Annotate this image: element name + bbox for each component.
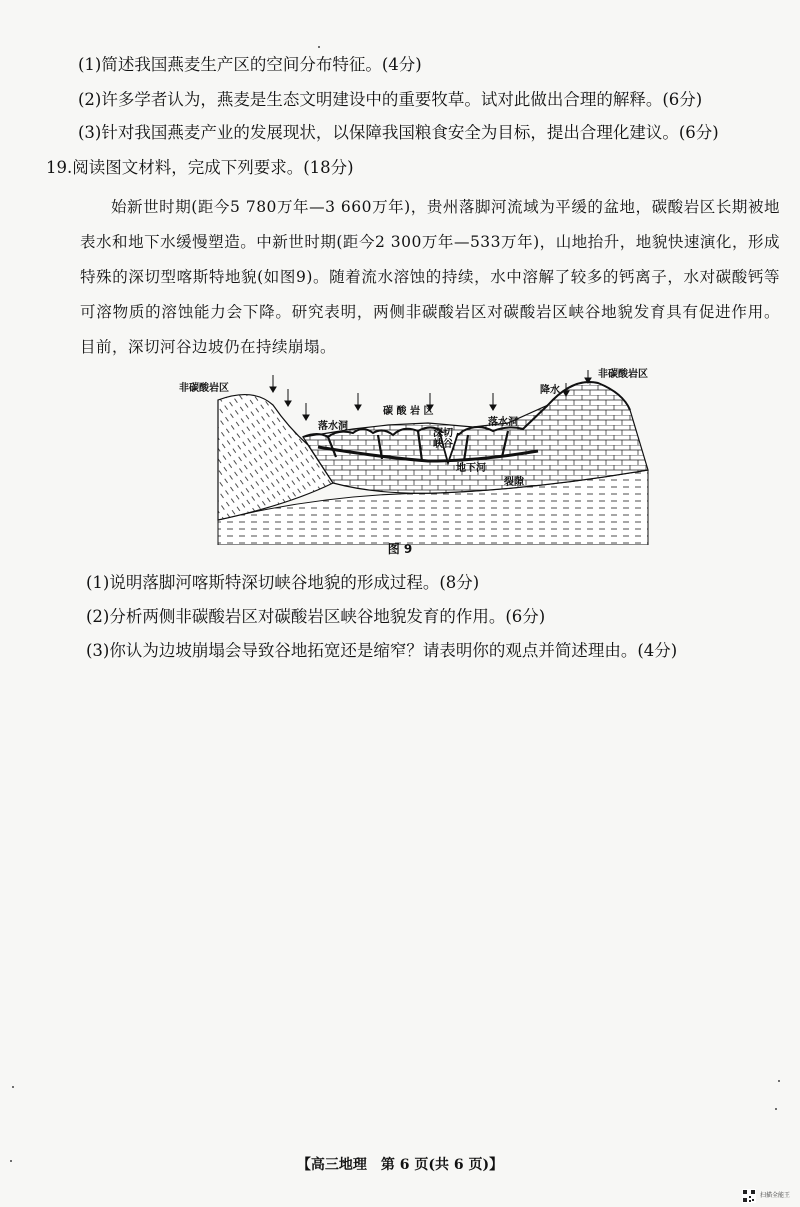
scan-speck — [775, 1108, 777, 1110]
scan-speck — [318, 46, 320, 48]
carbonate-rock-mass — [303, 382, 648, 493]
figure-9-karst-diagram — [178, 365, 658, 545]
label-non-carbonate-left: 非碳酸岩区 — [179, 383, 229, 394]
scan-speck — [12, 1086, 14, 1088]
figure-caption: 图 9 — [387, 542, 413, 556]
question-19-heading: 19.阅读图文材料，完成下列要求。(18分) — [46, 158, 354, 177]
question-top-2: (2)许多学者认为，燕麦是生态文明建设中的重要牧草。试对此做出合理的解释。(6分) — [78, 90, 703, 109]
label-non-carbonate-right: 非碳酸岩区 — [598, 369, 648, 380]
label-deep-gorge-1: 深切 — [433, 428, 453, 439]
question-19-3: (3)你认为边坡崩塌会导致谷地拓宽还是缩窄？请表明你的观点并简述理由。(4分) — [86, 641, 678, 660]
question-19-material: 始新世时期(距今5 780万年—3 660万年)，贵州落脚河流域为平缓的盆地，碳酸岩区长期被地表水和地下水缓慢塑造。中新世时期(距今2 300万年—533万年)，山地抬升，地貌快速演化，形成特殊的深切型喀斯特地貌(如图9)。随着流水溶蚀的持续，水中溶解了较多的钙离子，水对碳酸钙等可溶物质的溶蚀能力会下降。研究表明，两侧非碳酸岩区对碳酸岩区峡谷地貌发育具有促进作用。目前，深切河谷边坡仍在持续崩塌。 — [80, 198, 780, 356]
scanner-watermark-text: 扫描全能王 — [760, 1192, 791, 1199]
label-carbonate-zone: 碳 酸 岩 区 — [383, 406, 434, 417]
question-19-1: (1)说明落脚河喀斯特深切峡谷地貌的形成过程。(8分) — [86, 573, 480, 592]
label-deep-gorge-2: 峡谷 — [433, 439, 453, 450]
label-precipitation: 降水 — [540, 385, 560, 396]
question-19-2: (2)分析两侧非碳酸岩区对碳酸岩区峡谷地貌发育的作用。(6分) — [86, 607, 546, 626]
label-underground-river: 地下河 — [456, 463, 486, 474]
label-sinkhole-right: 落水洞 — [488, 417, 518, 428]
scan-speck — [778, 1080, 780, 1082]
label-sinkhole-left: 落水洞 — [318, 421, 348, 432]
page-footer: 【高三地理 第 6 页(共 6 页)】 — [296, 1157, 504, 1173]
question-top-1: (1)简述我国燕麦生产区的空间分布特征。(4分) — [78, 55, 422, 74]
scanner-qr-icon — [742, 1189, 756, 1203]
label-fissure: 裂隙 — [504, 477, 524, 488]
question-top-3: (3)针对我国燕麦产业的发展现状，以保障我国粮食安全为目标，提出合理化建议。(6分) — [78, 123, 719, 142]
scan-speck — [10, 1160, 12, 1162]
